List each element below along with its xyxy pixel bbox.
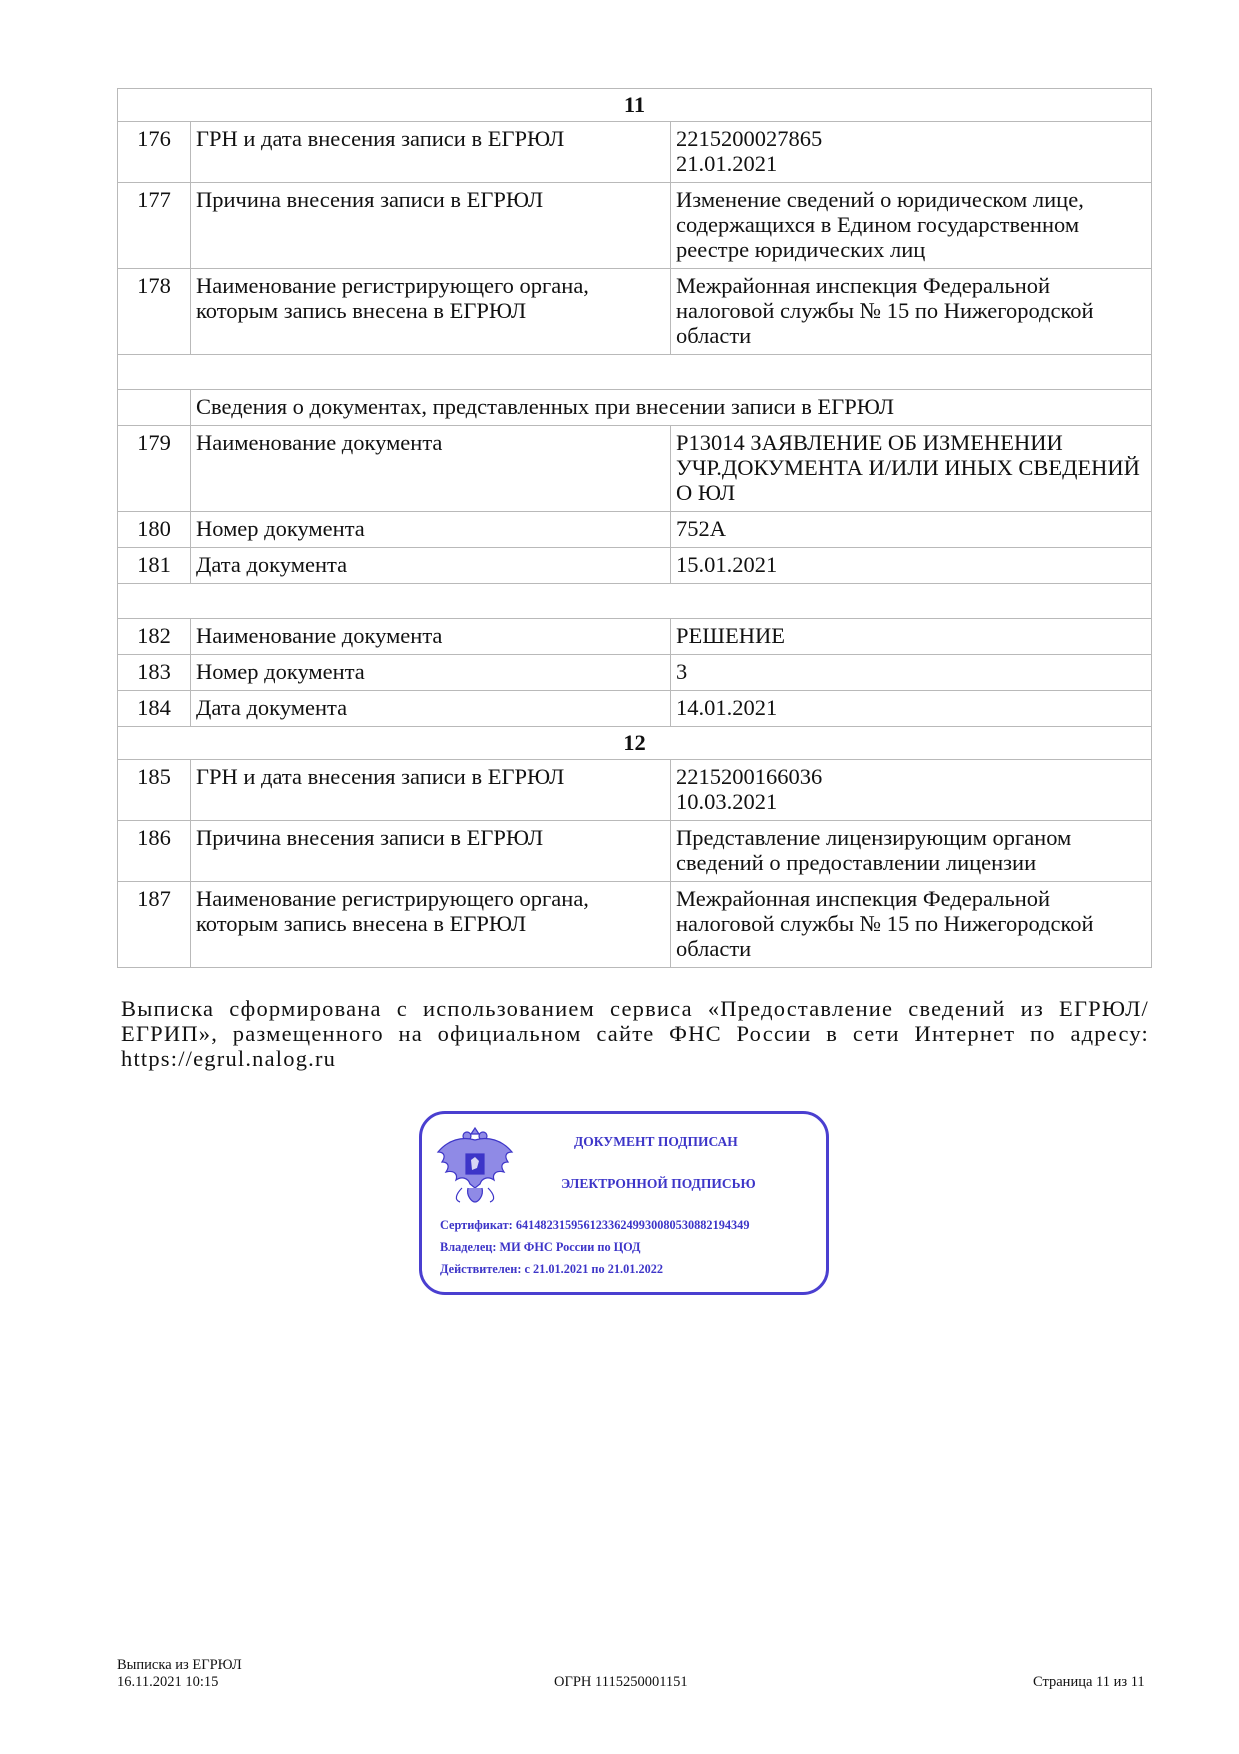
row-value: Межрайонная инспекция Федеральной налоговой службы № 15 по Нижегородской области xyxy=(671,269,1152,355)
row-number: 185 xyxy=(118,760,191,821)
row-label: Наименование регистрирующего органа, которым запись внесена в ЕГРЮЛ xyxy=(191,882,671,968)
row-number: 184 xyxy=(118,691,191,727)
grn-value: 2215200166036 xyxy=(676,764,823,789)
row-value: Изменение сведений о юридическом лице, содержащихся в Едином государственном реестре юридических лиц xyxy=(671,183,1152,269)
table-row xyxy=(118,691,1152,727)
row-number: 178 xyxy=(118,269,191,355)
row-label: Наименование документа xyxy=(191,619,671,655)
electronic-signature-stamp xyxy=(419,1111,829,1295)
row-number: 182 xyxy=(118,619,191,655)
subheader-row xyxy=(118,390,1152,426)
row-value: 15.01.2021 xyxy=(671,548,1152,584)
row-value: 14.01.2021 xyxy=(671,691,1152,727)
section-number: 11 xyxy=(118,89,1152,122)
table-row xyxy=(118,821,1152,882)
coat-of-arms-emblem-icon xyxy=(432,1122,518,1208)
row-label: ГРН и дата внесения записи в ЕГРЮЛ xyxy=(191,122,671,183)
blank-row xyxy=(118,584,1152,619)
row-value: 752А xyxy=(671,512,1152,548)
row-label: ГРН и дата внесения записи в ЕГРЮЛ xyxy=(191,760,671,821)
row-label: Наименование регистрирующего органа, которым запись внесена в ЕГРЮЛ xyxy=(191,269,671,355)
table-row xyxy=(118,512,1152,548)
row-label: Дата документа xyxy=(191,548,671,584)
row-number: 186 xyxy=(118,821,191,882)
row-value xyxy=(671,122,1152,183)
table-row xyxy=(118,655,1152,691)
row-label: Дата документа xyxy=(191,691,671,727)
table-row xyxy=(118,619,1152,655)
stamp-owner: Владелец: МИ ФНС России по ЦОД xyxy=(440,1240,641,1254)
footer-page-number: Страница 11 из 11 xyxy=(1033,1674,1145,1690)
table-row xyxy=(118,882,1152,968)
footer-title: Выписка из ЕГРЮЛ xyxy=(117,1657,242,1673)
row-number: 187 xyxy=(118,882,191,968)
row-number: 181 xyxy=(118,548,191,584)
blank-row xyxy=(118,355,1152,390)
row-value: Представление лицензирующим органом сведений о предоставлении лицензии xyxy=(671,821,1152,882)
section-header-11 xyxy=(118,89,1152,122)
row-number: 176 xyxy=(118,122,191,183)
grn-date: 10.03.2021 xyxy=(676,789,778,814)
service-note: Выписка сформирована с использованием сервиса «Предоставление сведений из ЕГРЮЛ/ЕГРИП», размещенного на официальном сайте ФНС России в сети Интернет по адресу: https://egrul.nalog.ru xyxy=(121,996,1149,1071)
empty-cell xyxy=(118,390,191,426)
row-value xyxy=(671,760,1152,821)
section-number: 12 xyxy=(118,727,1152,760)
row-number: 180 xyxy=(118,512,191,548)
stamp-title-line1: ДОКУМЕНТ ПОДПИСАН xyxy=(574,1134,738,1149)
footer-left xyxy=(117,1657,242,1691)
row-number: 179 xyxy=(118,426,191,512)
blank-cell xyxy=(118,355,1152,390)
row-label: Номер документа xyxy=(191,512,671,548)
footer-datetime: 16.11.2021 10:15 xyxy=(117,1674,219,1690)
blank-cell xyxy=(118,584,1152,619)
table-row xyxy=(118,426,1152,512)
row-number: 183 xyxy=(118,655,191,691)
row-value: Межрайонная инспекция Федеральной налоговой службы № 15 по Нижегородской области xyxy=(671,882,1152,968)
table-row xyxy=(118,183,1152,269)
grn-value: 2215200027865 xyxy=(676,126,823,151)
table-row xyxy=(118,269,1152,355)
table-row xyxy=(118,122,1152,183)
footer-ogrn: ОГРН 1115250001151 xyxy=(554,1674,688,1690)
table-row xyxy=(118,548,1152,584)
row-label: Наименование документа xyxy=(191,426,671,512)
stamp-validity: Действителен: с 21.01.2021 по 21.01.2022 xyxy=(440,1262,664,1276)
stamp-title-line2: ЭЛЕКТРОННОЙ ПОДПИСЬЮ xyxy=(561,1176,756,1191)
row-number: 177 xyxy=(118,183,191,269)
stamp-certificate: Сертификат: 64148231595612336249930080530882194349 xyxy=(440,1218,750,1232)
row-value: Р13014 ЗАЯВЛЕНИЕ ОБ ИЗМЕНЕНИИ УЧР.ДОКУМЕНТА И/ИЛИ ИНЫХ СВЕДЕНИЙ О ЮЛ xyxy=(671,426,1152,512)
row-label: Причина внесения записи в ЕГРЮЛ xyxy=(191,183,671,269)
section-header-12 xyxy=(118,727,1152,760)
grn-date: 21.01.2021 xyxy=(676,151,778,176)
row-label: Причина внесения записи в ЕГРЮЛ xyxy=(191,821,671,882)
row-value: РЕШЕНИЕ xyxy=(671,619,1152,655)
subheader-text: Сведения о документах, представленных при внесении записи в ЕГРЮЛ xyxy=(191,390,1152,426)
row-label: Номер документа xyxy=(191,655,671,691)
egrul-records-table xyxy=(117,88,1152,968)
row-value: 3 xyxy=(671,655,1152,691)
table-row xyxy=(118,760,1152,821)
